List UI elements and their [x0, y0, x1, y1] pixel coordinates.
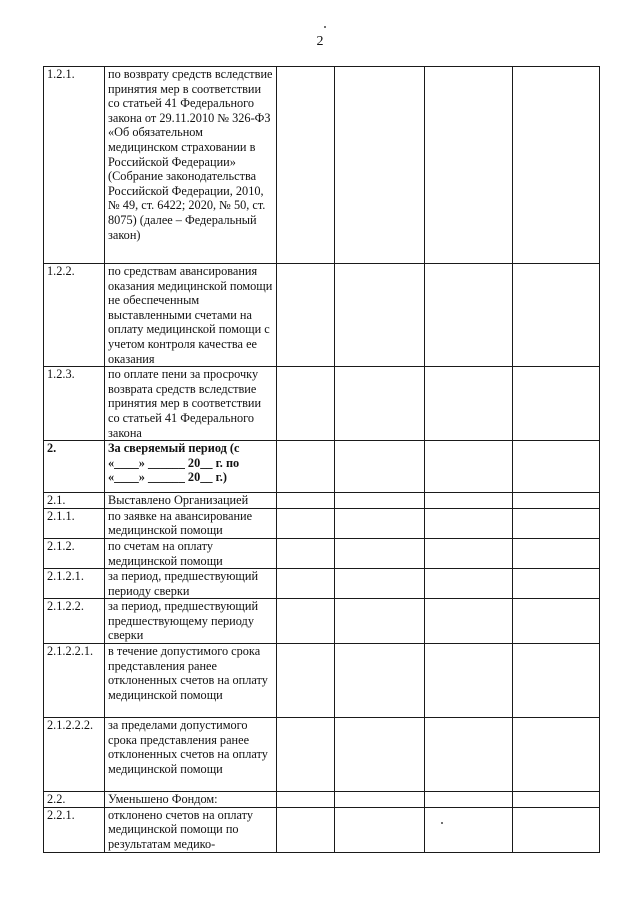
value-cell — [335, 569, 425, 599]
row-description: по оплате пени за просрочку возврата средств вследствие принятия мер в соответствии со статьей 41 Федерального закона — [105, 367, 277, 441]
value-cell — [513, 493, 600, 509]
value-cell — [277, 493, 335, 509]
value-cell — [335, 538, 425, 568]
value-cell — [425, 508, 513, 538]
scan-speck — [324, 26, 326, 28]
value-cell — [425, 67, 513, 264]
value-cell — [277, 264, 335, 367]
table-row — [44, 264, 600, 367]
row-description: за период, предшествующий периоду сверки — [105, 569, 277, 599]
row-number: 2.1.2.1. — [44, 569, 105, 599]
row-description: За сверяемый период (с «____» ______ 20__ г. по «____» ______ 20__ г.) — [105, 441, 277, 493]
value-cell — [425, 367, 513, 441]
row-description: по возврату средств вследствие принятия мер в соответствии со статьей 41 Федерального закона от 29.11.2010 № 326-ФЗ «Об обязательном медицинском страховании в Российской Федерации» (Собрание законодательства Российской Федерации, 2010, № 49, ст. 6422; 2020, № 50, ст. 8075) (далее – Федеральный закон) — [105, 67, 277, 264]
row-number: 2.1. — [44, 493, 105, 509]
value-cell — [513, 538, 600, 568]
value-cell — [335, 718, 425, 792]
table-row — [44, 807, 600, 852]
value-cell — [513, 599, 600, 644]
value-cell — [513, 718, 600, 792]
row-number: 1.2.2. — [44, 264, 105, 367]
value-cell — [513, 367, 600, 441]
value-cell — [425, 569, 513, 599]
row-number: 2.2. — [44, 792, 105, 808]
row-number: 2.1.2.2.2. — [44, 718, 105, 792]
row-description: по средствам авансирования оказания медицинской помощи не обеспеченным выставленными счетами на оплату медицинской помощи с учетом контроля качества ее оказания — [105, 264, 277, 367]
row-description: за период, предшествующий предшествующему периоду сверки — [105, 599, 277, 644]
row-description: Уменьшено Фондом: — [105, 792, 277, 808]
table-row — [44, 493, 600, 509]
value-cell — [513, 569, 600, 599]
value-cell — [277, 569, 335, 599]
value-cell — [513, 67, 600, 264]
value-cell — [277, 599, 335, 644]
value-cell — [513, 508, 600, 538]
table-row — [44, 718, 600, 792]
row-number: 2. — [44, 441, 105, 493]
value-cell — [425, 538, 513, 568]
table-row — [44, 569, 600, 599]
row-number: 2.1.2. — [44, 538, 105, 568]
table-row — [44, 792, 600, 808]
page-number: 2 — [316, 34, 324, 49]
row-number: 2.2.1. — [44, 807, 105, 852]
reconciliation-table — [43, 66, 600, 853]
value-cell — [335, 67, 425, 264]
table-row — [44, 67, 600, 264]
value-cell — [513, 644, 600, 718]
value-cell — [425, 718, 513, 792]
value-cell — [335, 367, 425, 441]
value-cell — [277, 508, 335, 538]
row-number: 1.2.3. — [44, 367, 105, 441]
row-description: за пределами допустимого срока представления ранее отклоненных счетов на оплату медицинской помощи — [105, 718, 277, 792]
row-number: 2.1.2.2. — [44, 599, 105, 644]
value-cell — [513, 792, 600, 808]
row-description: по заявке на авансирование медицинской помощи — [105, 508, 277, 538]
value-cell — [425, 441, 513, 493]
row-number: 1.2.1. — [44, 67, 105, 264]
value-cell — [335, 493, 425, 509]
value-cell — [425, 644, 513, 718]
value-cell — [277, 367, 335, 441]
value-cell — [277, 792, 335, 808]
value-cell — [513, 807, 600, 852]
value-cell — [277, 644, 335, 718]
row-number: 2.1.2.2.1. — [44, 644, 105, 718]
value-cell — [277, 441, 335, 493]
value-cell — [425, 807, 513, 852]
value-cell — [425, 599, 513, 644]
value-cell — [425, 792, 513, 808]
row-description: Выставлено Организацией — [105, 493, 277, 509]
value-cell — [335, 807, 425, 852]
row-description: по счетам на оплату медицинской помощи — [105, 538, 277, 568]
row-description: в течение допустимого срока представления ранее отклоненных счетов на оплату медицинской помощи — [105, 644, 277, 718]
value-cell — [277, 538, 335, 568]
table-row — [44, 599, 600, 644]
value-cell — [513, 264, 600, 367]
value-cell — [277, 718, 335, 792]
value-cell — [335, 792, 425, 808]
table-row — [44, 644, 600, 718]
value-cell — [335, 441, 425, 493]
row-number: 2.1.1. — [44, 508, 105, 538]
value-cell — [277, 67, 335, 264]
value-cell — [513, 441, 600, 493]
value-cell — [277, 807, 335, 852]
value-cell — [335, 508, 425, 538]
table-row — [44, 508, 600, 538]
table-row — [44, 441, 600, 493]
value-cell — [335, 264, 425, 367]
value-cell — [335, 599, 425, 644]
value-cell — [335, 644, 425, 718]
table-row — [44, 538, 600, 568]
table-row — [44, 367, 600, 441]
value-cell — [425, 264, 513, 367]
value-cell — [425, 493, 513, 509]
row-description: отклонено счетов на оплату медицинской помощи по результатам медико- — [105, 807, 277, 852]
scan-speck — [441, 822, 443, 824]
